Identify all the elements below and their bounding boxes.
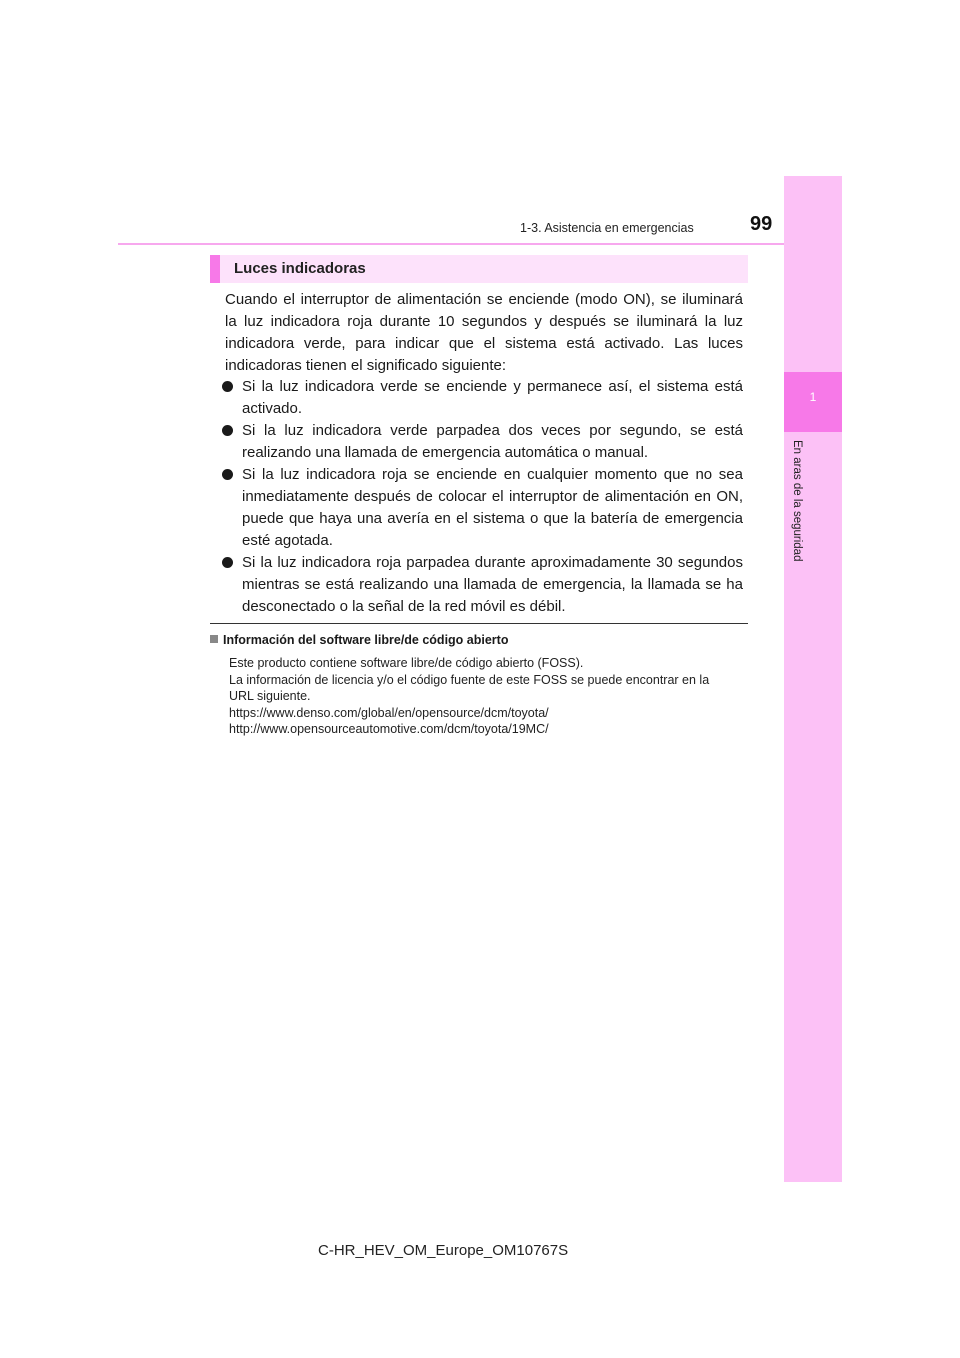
list-item <box>221 376 743 420</box>
indicator-bullet-list <box>221 376 743 618</box>
document-code: C-HR_HEV_OM_Europe_OM10767S <box>318 1242 569 1259</box>
bullet-icon <box>222 557 233 568</box>
running-header: 1-3. Asistencia en emergencias <box>520 221 694 235</box>
list-item <box>221 464 743 552</box>
note-line: URL siguiente. <box>229 689 311 703</box>
bullet-icon <box>222 425 233 436</box>
bullet-text: Si la luz indicadora verde parpadea dos veces por segundo, se está realizando una llamada de emergencia automática o manual. <box>242 422 743 461</box>
chapter-title: En aras de la seguridad <box>791 440 803 562</box>
chapter-side-tab <box>784 176 842 1182</box>
header-divider <box>118 243 842 245</box>
page-number: 99 <box>750 213 773 235</box>
note-url-denso[interactable]: https://www.denso.com/global/en/opensource/dcm/toyota/ <box>229 705 549 720</box>
bullet-text: Si la luz indicadora roja parpadea durante aproximadamente 30 segundos mientras se está realizando una llamada de emergencia, la llamada se ha desconectado o la señal de la red móvil es débil. <box>242 554 743 615</box>
chapter-number: 1 <box>809 390 817 404</box>
note-body <box>229 655 749 738</box>
list-item <box>221 420 743 464</box>
note-title: Información del software libre/de código abierto <box>223 633 509 647</box>
bullet-text: Si la luz indicadora roja se enciende en cualquier momento que no sea inmediatamente después de colocar el interruptor de alimentación en ON, puede que haya una avería en el sistema o que la batería de emergencia esté agotada. <box>242 466 743 549</box>
note-line: Este producto contiene software libre/de código abierto (FOSS). <box>229 656 584 670</box>
section-divider <box>210 623 748 624</box>
section-heading-box <box>210 255 748 283</box>
list-item <box>221 552 743 618</box>
square-bullet-icon <box>210 635 218 643</box>
bullet-icon <box>222 381 233 392</box>
section-intro: Cuando el interruptor de alimentación se enciende (modo ON), se iluminará la luz indicadora roja durante 10 segundos y después se iluminará la luz indicadora verde, para indicar que el sistema está activado. Las luces indicadoras tienen el significado siguiente: <box>225 291 743 374</box>
section-title: Luces indicadoras <box>234 260 366 277</box>
note-url-opensourceautomotive[interactable]: http://www.opensourceautomotive.com/dcm/toyota/19MC/ <box>229 722 549 736</box>
note-line: La información de licencia y/o el código fuente de este FOSS se puede encontrar en la <box>229 672 710 687</box>
note-heading <box>210 633 508 647</box>
bullet-text: Si la luz indicadora verde se enciende y permanece así, el sistema está activado. <box>242 378 743 417</box>
bullet-icon <box>222 469 233 480</box>
